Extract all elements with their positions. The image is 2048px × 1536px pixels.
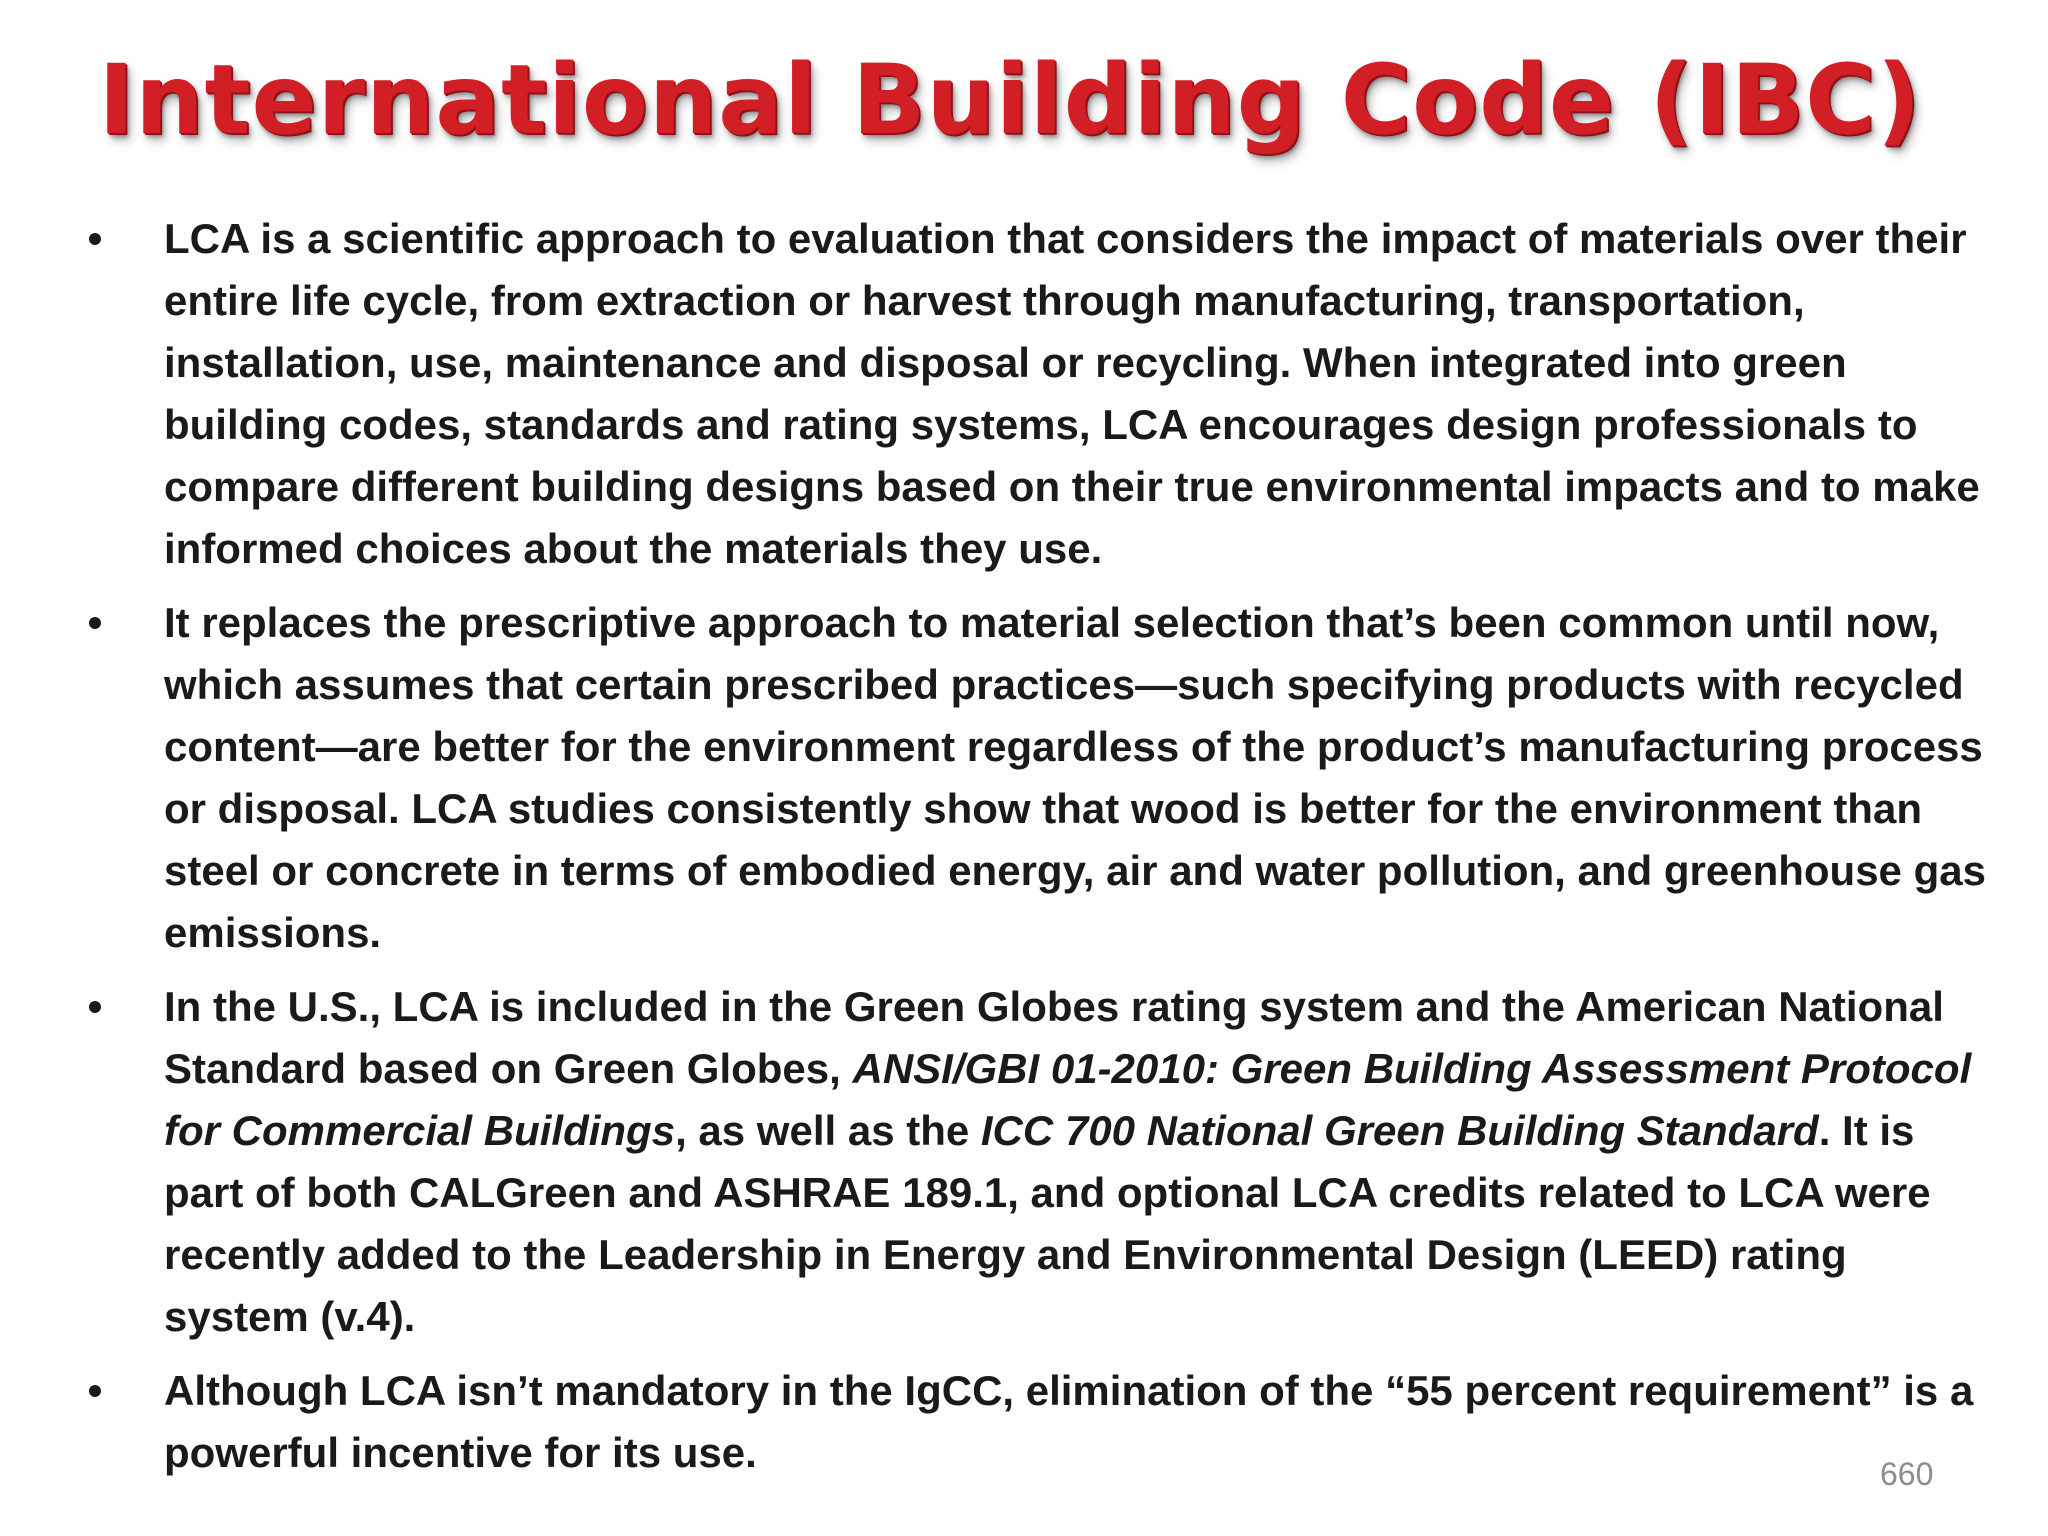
bullet-text-segment: In the U.S., LCA is included in the Green Globes rating system and the American National Standard based on Green Globes,: [164, 983, 1944, 1092]
bullet-icon: •: [87, 599, 103, 646]
bullet-list: [80, 208, 2000, 1496]
bullet-text: Although LCA isn’t mandatory in the IgCC, elimination of the “55 percent requirement” is a powerful incentive for its use.: [164, 1367, 1974, 1476]
bullet-text: It replaces the prescriptive approach to material selection that’s been common until now, which assumes that certain prescribed practices—such specifying products with recycled content—are better for the environment regardless of the product’s manufacturing process or disposal. LCA studies consistently show that wood is better for the environment than steel or concrete in terms of embodied energy, air and water pollution, and greenhouse gas emissions.: [164, 599, 1986, 956]
bullet-text-segment: . It is part of both CALGreen and ASHRAE 189.1, and optional LCA credits related to LCA were recently added to the Leadership in Energy and Environmental Design (LEED) rating system (v.4).: [164, 1107, 1931, 1340]
bullet-icon: •: [87, 215, 103, 262]
page-number: 660: [1880, 1456, 1934, 1492]
bullet-icon: •: [87, 983, 103, 1030]
standard-title-ansi-gbi: ANSI/GBI 01-2010: Green Building Assessment Protocol for Commercial Buildings: [164, 1045, 1972, 1154]
bullet-item: [80, 1360, 2000, 1484]
bullet-text: [164, 983, 1971, 1340]
bullet-text: LCA is a scientific approach to evaluation that considers the impact of materials over their entire life cycle, from extraction or harvest through manufacturing, transportation, installation, use, maintenance and disposal or recycling. When integrated into green building codes, standards and rating systems, LCA encourages design professionals to compare different building designs based on their true environmental impacts and to make informed choices about the materials they use.: [164, 215, 1980, 572]
bullet-icon: •: [87, 1367, 103, 1414]
bullet-item: [80, 592, 2000, 964]
bullet-item: [80, 976, 2000, 1348]
slide-title: International Building Code (IBC): [98, 44, 1922, 156]
standard-title-icc-700: ICC 700 National Green Building Standard: [980, 1107, 1819, 1154]
bullet-item: [80, 208, 2000, 580]
bullet-text-segment: , as well as the: [675, 1107, 981, 1154]
